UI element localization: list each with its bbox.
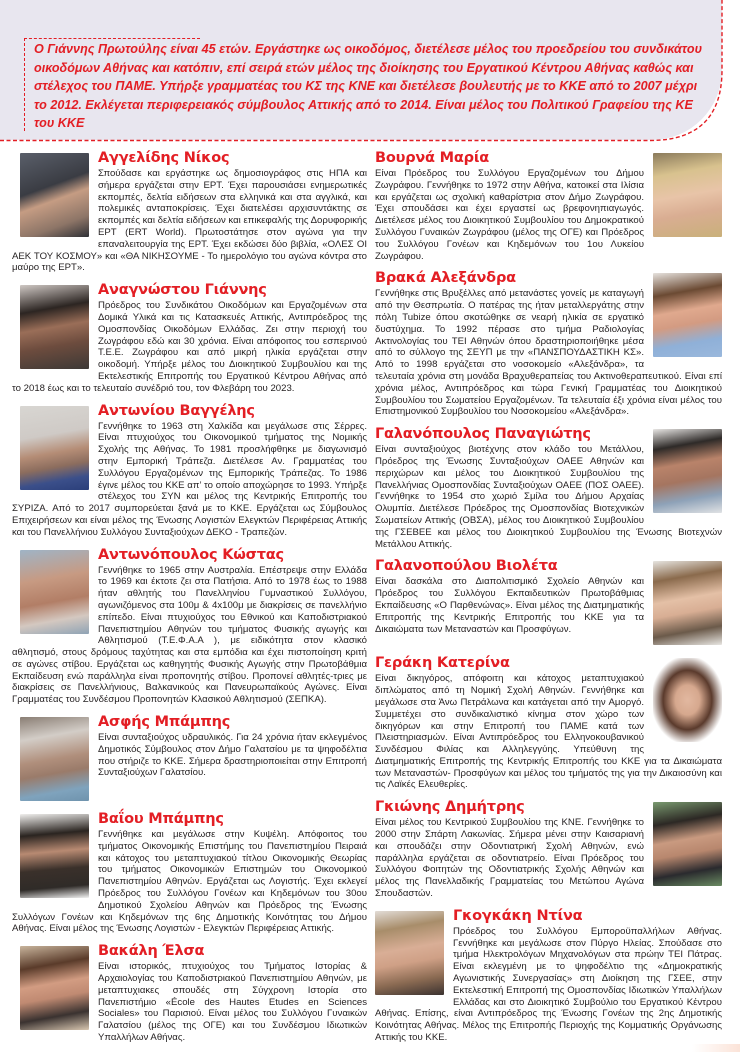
- candidate-photo: [653, 802, 722, 886]
- candidate-name: Βρακά Αλεξάνδρα: [375, 270, 516, 287]
- candidate-name: Γαλανοπούλου Βιολέτα: [375, 558, 558, 575]
- candidate-bio: Είναι δασκάλα στο Διαπολιτισμικό Σχολείο Αθηνών και Πρόεδρος του Συλλόγου Εκπαιδευτικών Πρωτοβάθμιας Εκπαίδευσης «Ο Παρθενώνας». Είναι μέλος της Διατμηματικής Επιτροπής της Κεντρικής Επιτροπής του ΚΚΕ για τα Δικαιώματα των Μεταναστών και Προσφύγων.: [375, 576, 644, 635]
- candidate-name: Αναγνώστου Γιάννης: [98, 282, 267, 299]
- candidate-bio: Γεννήθηκε το 1965 στην Αυστραλία. Επέστρεψε στην Ελλάδα το 1969 και έκτοτε ζει στα Πατήσια. Από το 1978 έως το 1988 ήταν αθλητής του Πανελληνίου Γυμναστικού Συλλόγου, αγωνιζόμενος στα 100μ & 4x100μ με διακρίσεις σε πανελλήνιο επίπεδο. Είναι πτυχιούχος του Εθνικού και Καποδιστριακού Πανεπιστημίου Αθηνών του τμήματος Φυσικής αγωγής και Αθλητισμού (Τ.Ε.Φ.Α.Α ), με ειδικότητα στον κλασικό αθλητισμό, στους δρόμους ταχύτητας και στα εμπόδια και έχει πιστοποίηση κριτή σε αγώνες στίβου. Εργάζεται ως καθηγητής Φυσικής Αγωγής στην Πρωτοβάθμια Εκπαίδευση ενώ παράλληλα είναι προπονητής στίβου. Προπονεί αθλητές-τριες με διακρίσεις σε Πανελλήνιους, Βαλκανικούς και Πανευρωπαϊκούς Αγώνες. Είναι Γραμματέας του Συνδέσμου Προπονητών Κλασικού Αθλητισμού (ΣΕΠΚΑ).: [12, 564, 367, 706]
- candidate-bio: Γεννήθηκε στις Βρυξέλλες από μετανάστες γονείς με καταγωγή από την Θεσπρωτία. Ο πατέρας της ήταν μεταλλεργάτης στην πόλη Tubize όπου σκοτώθηκε σε νεαρή ηλικία σε εργατικό δυστύχημα. Το 1992 πέρασε στο τμήμα Ραδιολογίας Ακτινολογίας του ΤΕΙ Αθηνών όπου δραστηριοποιήθηκε μέσα από το σύλλογο της ΣΕΥΠ με την «ΠΑΝΣΠΟΥΔΑΣΤΙΚΗ ΚΣ». Από το 1998 εργάζεται στο νοσοκομείο «Αλεξάνδρα», τα τελευταία χρόνια στη μονάδα Βραχυθεραπείας του Ακτινοθεραπευτικού. Είναι επί χρόνια μέλος, Αντιπρόεδρος και τώρα Γενική Γραμματέας του Διοικητικού Συμβουλίου του Σωματείου Εργαζομένων. Τα τελευταία έξι χρόνια είναι μέλος του Επιστημονικού Συμβουλίου του Νοσοκομείου «Αλεξάνδρα».: [375, 288, 722, 418]
- candidate-entry: [375, 799, 722, 900]
- header: [0, 0, 740, 146]
- candidate-photo: [375, 911, 444, 995]
- candidate-bio: Πρόεδρος του Συλλόγου Εμποροϋπαλλήλων Αθήνας. Γεννήθηκε και μεγάλωσε στον Πύργο Ηλείας. Σπούδασε στο τμήμα Ηλεκτρολόγων Μηχανολόγων στα πρώην ΤΕΙ Πάτρας. Είναι εκλεγμένη με το ψηφοδέλτιο της «Δημοκρατικής Αγωνιστικής Συνεργασίας» στη Διοίκηση της ΓΣΕΕ, στην Εκτελεστική Επιτροπή της Ομοσπονδίας Ιδιωτικών Υπαλλήλων Ελλάδας και στο Διοικητικό Συμβούλιο του Εργατικού Κέντρου Αθήνας. Επίσης, είναι Αντιπρόεδρος της Ένωσης Γονέων της 2ης Δημοτικής Κοινότητας Αθήνας. Μέλος της Επιτροπής Περιοχής της Κομματικής Οργάνωσης Αττικής του ΚΚΕ.: [375, 925, 722, 1044]
- candidate-bio: Είναι συνταξιούχος υδραυλικός. Για 24 χρόνια ήταν εκλεγμένος Δημοτικός Σύμβουλος στον Δήμο Γαλατσίου με τα ψηφοδέλτια που στήριζε το ΚΚΕ. Σήμερα δραστηριοποιείται στην Επιτροπή Συνταξιούχων Γαλατσίου.: [98, 732, 367, 779]
- candidate-bio: Είναι ιστορικός, πτυχιούχος του Τμήματος Ιστορίας & Αρχαιολογίας του Καποδιστριακού Πανεπιστημίου Αθηνών, με μεταπτυχιακες σπουδές στη Σύγχρονη Ιστορία στο Πανεπιστήμιο «École des Hautes Etudes en Sciences Sociales» του Παρισιού. Είναι μέλος του Συλλόγου Γυναικών Γαλατσίου (μέλος της ΟΓΕ) και του Συνδέσμου Ιδιωτικών Υπαλλήλων Αθήνας.: [98, 961, 367, 1044]
- candidate-photo: [653, 273, 722, 357]
- candidate-name: Γεράκη Κατερίνα: [375, 655, 510, 672]
- left-column: [12, 150, 367, 1044]
- candidate-name: Γκιώνης Δημήτρης: [375, 799, 525, 816]
- candidate-entry: [375, 150, 722, 262]
- candidate-photo: [653, 153, 722, 237]
- candidate-photo: [20, 946, 89, 1030]
- candidate-bio: Είναι Πρόεδρος του Συλλόγου Εργαζομένων του Δήμου Ζωγράφου. Γεννήθηκε το 1972 στην Αθήνα, κατοικεί στα Ιλίσια και εργάζεται ως σχολική καθαρίστρια στον Δήμο Ζωγράφου. Έχει σπουδάσει και έχει εργαστεί ως βρεφονηπιαγωγός. Διετέλεσε μέλος του Διοικητικού Συμβουλίου του Δημοκρατικού Συλλόγου Γυναικών Ζωγράφου (μέλος της ΟΓΕ) και Πρόεδρος του Συλλόγου Γονέων και Κηδεμόνων του 1ου Λυκείου Ζωγράφου.: [375, 168, 644, 262]
- candidate-columns: [0, 146, 740, 1052]
- candidate-photo: [20, 814, 89, 898]
- corner-decoration: [692, 1044, 740, 1052]
- candidate-photo: [20, 717, 89, 801]
- intro-text: είναι 45 ετών. Εργάστηκε ως οικοδόμος, διετέλεσε μέλος του προεδρείου του συνδικάτου οικοδόμων Αθήνας και κατόπιν, επί σειρά ετών μέλος της διοίκησης του Εργατικού Κέντρου Αθήνας καθώς και στέλεχος του ΠΑΜΕ. Υπήρξε γραμματέας του ΚΣ της ΚΝΕ και διετέλεσε βουλευτής με το ΚΚΕ από το 2007 μέχρι το 2012. Εκλέγεται περιφερειακός σύμβουλος Αττικής από το 2014. Είναι μέλος του Πολιτικού Γραφείου της ΚΕ του ΚΚΕ: [34, 42, 703, 130]
- candidate-entry: [375, 426, 722, 550]
- candidate-entry: [375, 655, 722, 791]
- candidate-photo: [20, 406, 89, 490]
- candidate-entry: [375, 270, 722, 418]
- candidate-entry: [12, 282, 367, 394]
- candidate-name: Βουρνά Μαρία: [375, 150, 490, 166]
- intro-paragraph: [34, 40, 709, 133]
- candidate-photo: [653, 429, 722, 513]
- candidate-photo: [20, 550, 89, 634]
- right-column: [375, 150, 722, 1044]
- candidate-bio: Είναι δικηγόρος, απόφοιτη και κάτοχος μεταπτυχιακού διπλώματος από τη Νομική Σχολή Αθηνών. Γεννήθηκε και μεγάλωσε στα Άνω Πετράλωνα και κατάγεται από την Αμοργό. Συμμετέχει στο συνδικαλιστικό κίνημα στον χώρο των δικηγόρων και στην Επιτροπή του ΠΑΜΕ κατά των Πλειστηριασμών. Είναι Αντιπρόεδρος του Ελληνοκουβανικού Συνδέσμου Φιλίας και Αλληλεγγύης. Υπεύθυνη της Διατμηματικής Επιτροπής της Κεντρικής Επιτροπής του ΚΚΕ για τα Δικαιώματα των Μεταναστών- Προσφύγων και μέλος του τμήματός της για την Δικαιοσύνη και τις Λαϊκές Ελευθερίες.: [375, 673, 722, 791]
- candidate-bio: Είναι μέλος του Κεντρικού Συμβουλίου της ΚΝΕ. Γεννήθηκε το 2000 στην Σπάρτη Λακωνίας. Σήμερα μένει στην Καισαριανή και σπουδάζει στην Οδοντιατρική Σχολή Αθηνών, ενώ παράλληλα εργάζεται σε οδοντιατρείο. Είναι Πρόεδρος του Συλλόγου Φοιτητών της Οδοντιατρικής Σχολής Αθηνών και μέλος της Πανελλαδικής Γραμματείας του Μετώπου Αγώνα Σπουδαστών.: [375, 817, 644, 900]
- candidate-name: Ασφής Μπάμπης: [98, 714, 231, 731]
- candidate-entry: [12, 943, 367, 1044]
- candidate-photo: [20, 285, 89, 369]
- candidate-entry: [12, 811, 367, 935]
- candidate-photo: [653, 658, 722, 742]
- candidate-photo: [20, 153, 89, 237]
- candidate-entry: [375, 558, 722, 647]
- candidate-bio: Σπούδασε και εργάστηκε ως δημοσιογράφος στις ΗΠΑ και σήμερα εργάζεται στην ΕΡΤ. Έχει παρουσιάσει ενημερωτικές εκπομπές, δελτία ειδήσεων στα ελληνικά και στα αγγλικά, και πολεμικές ανταποκρίσεις. Έχει διατελέσει αρχισυντάκτης σε εκπομπές και δελτία ειδήσεων και επικεφαλής της Δορυφορικής ΕΡΤ (ERT World). Πρωτοστάτησε στον αγώνα για την επαναλειτουργία της ΕΡΤ. Έχει εκδώσει δύο βιβλία, «ΟΛΕΣ ΟΙ ΑΕΚ ΤΟΥ ΚΟΣΜΟΥ» και «ΘΑ ΝΙΚΗΣΟΥΜΕ - Το ημερολόγιο του αγώνα κόντρα στο μαύρο της ΕΡΤ».: [12, 168, 367, 274]
- candidate-bio: Γεννήθηκε και μεγάλωσε στην Κυψέλη. Απόφοιτος του τμήματος Οικονομικής Επιστήμης του Πανεπιστημίου Πειραιά και κάτοχος του μεταπτυχιακού τίτλου Οικονομικής Θεωρίας του τμήματος Οικονομικών Επιστημών του Οικονομικού Πανεπιστημίου Αθηνών. Εργάζεται ως Λογιστής. Έχει εκλεγεί Πρόεδρος του Συλλόγου Γονέων και Κηδεμόνων του 30ου Δημοτικού Σχολείου Αθηνών και Πρόεδρος της Ένωσης Συλλόγων Γονέων και Κηδεμόνων της 6ης Δημοτικής Κοινότητας του Δήμου Αθήνας. Είναι μέλος της Ένωσης Λογιστών - Ελεγκτών Περιφέρειας Αττικής.: [12, 829, 367, 935]
- candidate-entry: [12, 403, 367, 539]
- candidate-name: Βαΐου Μπάμπης: [98, 811, 224, 828]
- candidate-bio: Πρόεδρος του Συνδικάτου Οικοδόμων και Εργαζομένων στα Δομικά Υλικά και τις Κατασκευές Αττικής, Αντιπρόεδρος της Ομοσπονδίας Οικοδόμων Ελλάδας. Ζει στην περιοχή του Ζωγράφου εδώ και 30 χρόνια. Είναι απόφοιτος του εσπερινού Τ.Ε.Ε. Ζωγράφου και από μικρή ηλικία εργάζεται στην οικοδομή. Υπήρξε μέλος του Διοικητικού Συμβουλίου και της Εκτελεστικής Επιτροπής του Εργατικού Κέντρου Αθήνας από το 2018 έως και το τελευταίο συνέδριό του, τον Φλεβάρη του 2023.: [12, 300, 367, 394]
- candidate-name: Αντωνόπουλος Κώστας: [98, 546, 284, 563]
- candidate-entry: [12, 150, 367, 274]
- candidate-name: Βακάλη Έλσα: [98, 943, 205, 960]
- candidate-bio: Γεννήθηκε το 1963 στη Χαλκίδα και μεγάλωσε στις Σέρρες. Είναι πτυχιούχος του Οικονομικού τμήματος της Νομικής Σχολής της Αθήνας. Το 1981 προσλήφθηκε με διαγωνισμό στην Εμπορική Τράπεζα. Διετέλεσε Αν. Γραμματέας του Συλλόγου Εργαζομένων της Εμπορικής Τράπεζας. Το 1986 έγινε μέλος του ΚΚΕ απ’ το οποίο αποχώρησε το 1993. Υπήρξε στέλεχος του ΣΥΝ και μέλος της Κεντρικής Επιτροπής του ΣΥΡΙΖΑ. Από το 2017 συμπορεύεται ξανά με το ΚΚΕ. Εργάζεται ως Σύμβουλος Επιχειρήσεων και είναι μέλος της Ένωσης Λογιστών Ελεγκτών Περιφέρειας Αττικής και του Πανελλήνιου Συλλόγου Συνταξιούχων ΔΕΚΟ - Τραπεζών.: [12, 420, 367, 538]
- candidate-photo: [653, 561, 722, 645]
- candidate-name: Αντωνίου Βαγγέλης: [98, 402, 255, 419]
- candidate-bio: Είναι συνταξιούχος βιοτέχνης στον κλάδο του Μετάλλου, Πρόεδρος της Ένωσης Συνταξιούχων ΟΑΕΕ Αθηνών και περιχώρων και μέλος του Διοικητικού Συμβουλίου της Πανελλήνιας Ομοσπονδίας Συνταξιούχων ΟΑΕΕ (ΠΟΣ ΟΑΕΕ). Γεννήθηκε το 1954 στο χωριό Σμίλα του Δήμου Αρχαίας Ολυμπία. Διετέλεσε Πρόεδρος της Ομοσπονδίας Βιοτεχνικών Σωματείων Αττικής (ΟΒΣΑ), μέλος του Διοικητικού Συμβουλίου της ΓΣΕΒΕΕ και μέλος του Διοικητικού Συμβουλίου της Ένωσης Βιοτεχνών Μετάλλου Αττικής.: [375, 444, 722, 550]
- candidate-entry: [12, 547, 367, 707]
- candidate-entry: [12, 714, 367, 803]
- candidate-name: Γαλανόπουλος Παναγιώτης: [375, 426, 591, 443]
- intro-name: Ο Γιάννης Πρωτούλης: [34, 42, 167, 56]
- candidate-name: Γκογκάκη Ντίνα: [453, 907, 583, 924]
- bottom-right-entry: [375, 908, 722, 1044]
- candidate-name: Αγγελίδης Νίκος: [98, 150, 230, 166]
